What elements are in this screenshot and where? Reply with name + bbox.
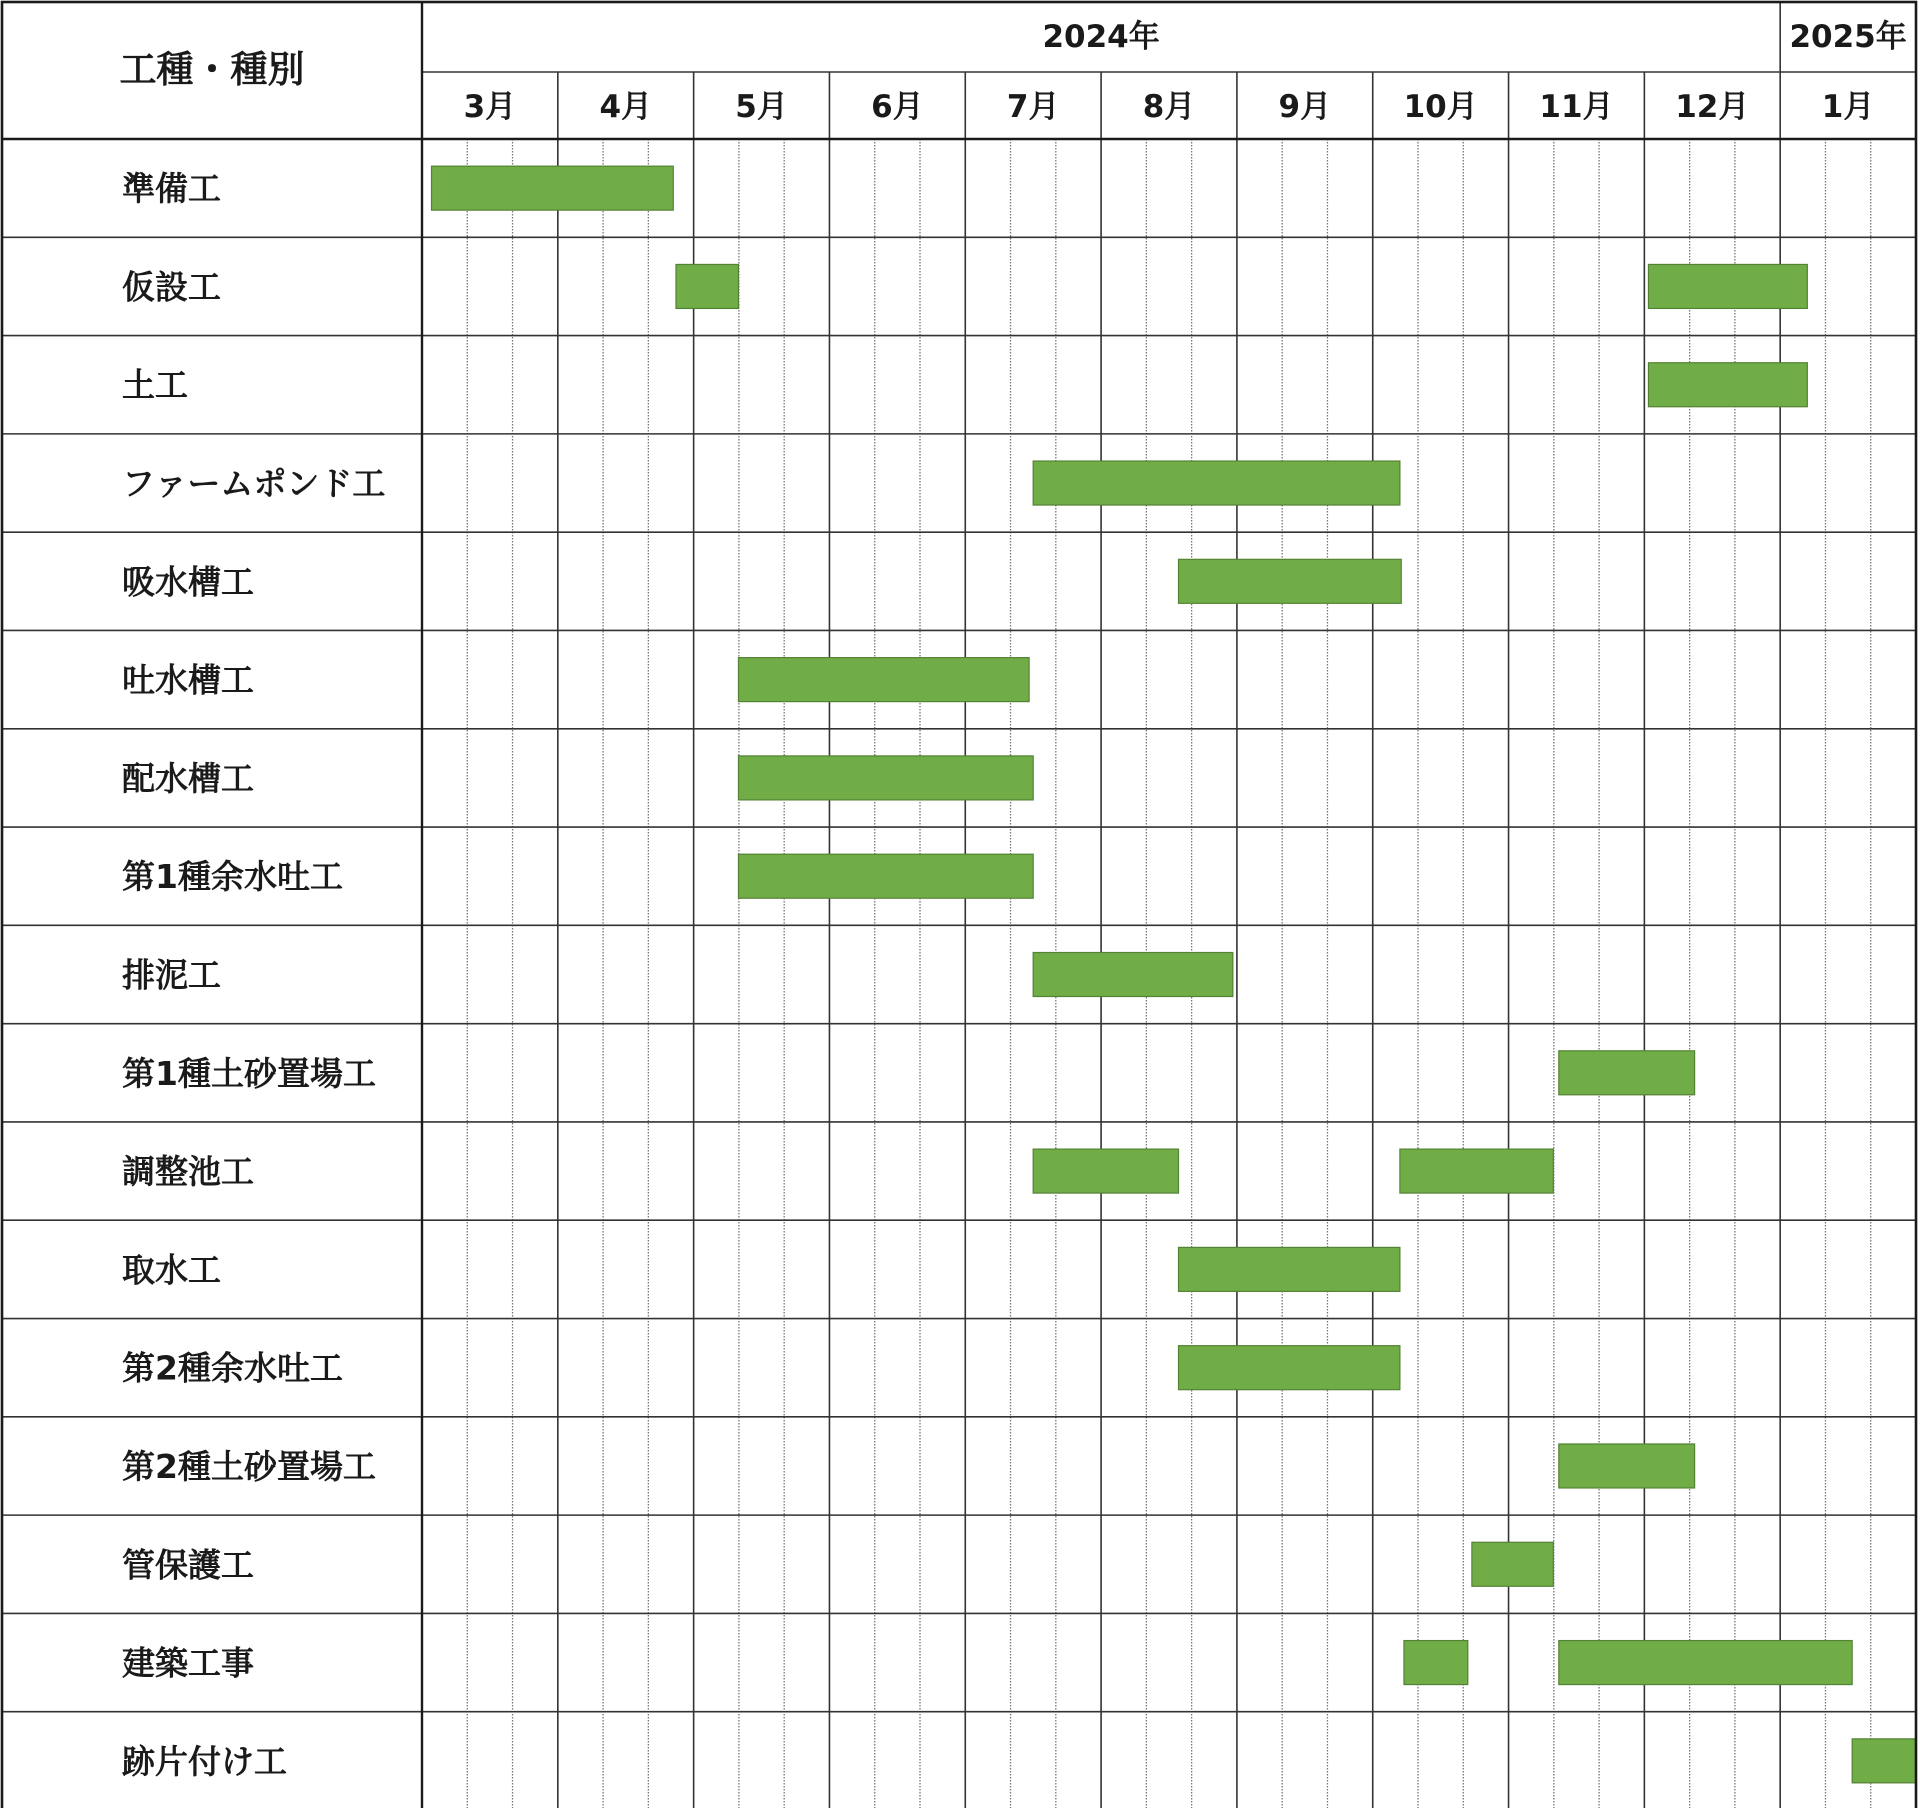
task-label: 第2種余水吐工: [122, 1348, 343, 1388]
task-bar: [1559, 1444, 1695, 1488]
task-bar: [1648, 363, 1807, 407]
task-label: 建築工事: [122, 1643, 254, 1683]
task-label: 取水工: [122, 1250, 221, 1290]
month-label: 12月: [1675, 89, 1750, 125]
month-label: 4月: [599, 89, 653, 125]
task-bar: [738, 854, 1033, 898]
task-label: ファームポンド工: [122, 464, 386, 504]
task-label: 第2種土砂置場工: [122, 1446, 376, 1486]
month-label: 5月: [735, 89, 788, 125]
task-label: 配水槽工: [122, 758, 254, 798]
task-bar: [1559, 1051, 1695, 1095]
chart-labels: [2, 2, 1916, 1808]
task-label: 第1種土砂置場工: [122, 1053, 376, 1093]
column-header-label: 工種・種別: [119, 48, 305, 91]
task-label: 跡片付け工: [122, 1741, 287, 1781]
month-label: 11月: [1539, 89, 1614, 125]
month-label: 10月: [1403, 89, 1478, 125]
grid-lines: [2, 2, 1916, 1808]
task-bar: [1033, 461, 1400, 505]
task-label: 排泥工: [122, 955, 221, 995]
task-bar: [1648, 264, 1807, 308]
task-bar: [1400, 1149, 1553, 1193]
task-bar: [1179, 1247, 1400, 1291]
task-bar: [676, 264, 738, 308]
task-bar: [738, 756, 1033, 800]
task-bar: [1559, 1641, 1852, 1685]
task-label: 仮設工: [122, 267, 221, 307]
task-label: 準備工: [122, 169, 221, 209]
task-bar: [1852, 1739, 1916, 1783]
month-label: 3月: [463, 89, 517, 125]
task-bar: [432, 166, 674, 210]
task-bar: [1033, 953, 1233, 997]
month-label: 1月: [1821, 89, 1875, 125]
task-label: 調整池工: [122, 1152, 254, 1192]
month-label: 9月: [1278, 89, 1332, 125]
task-bar: [1404, 1641, 1468, 1685]
month-label: 6月: [871, 89, 924, 125]
task-label: 吐水槽工: [122, 660, 254, 700]
task-label: 管保護工: [122, 1545, 254, 1585]
task-bar: [1472, 1542, 1553, 1586]
chart-frame: [2, 2, 1916, 1808]
task-bar: [738, 658, 1029, 702]
task-label: 吸水槽工: [122, 562, 254, 602]
task-bar: [1179, 1346, 1400, 1390]
year-label: 2024年: [1042, 19, 1160, 55]
month-label: 8月: [1142, 89, 1196, 125]
task-bar: [1033, 1149, 1178, 1193]
task-label: 第1種余水吐工: [122, 857, 343, 897]
month-label: 7月: [1006, 89, 1060, 125]
task-label: 土工: [122, 365, 188, 405]
year-label: 2025年: [1789, 19, 1907, 55]
task-bars: [432, 166, 1916, 1783]
task-bar: [1179, 559, 1402, 603]
